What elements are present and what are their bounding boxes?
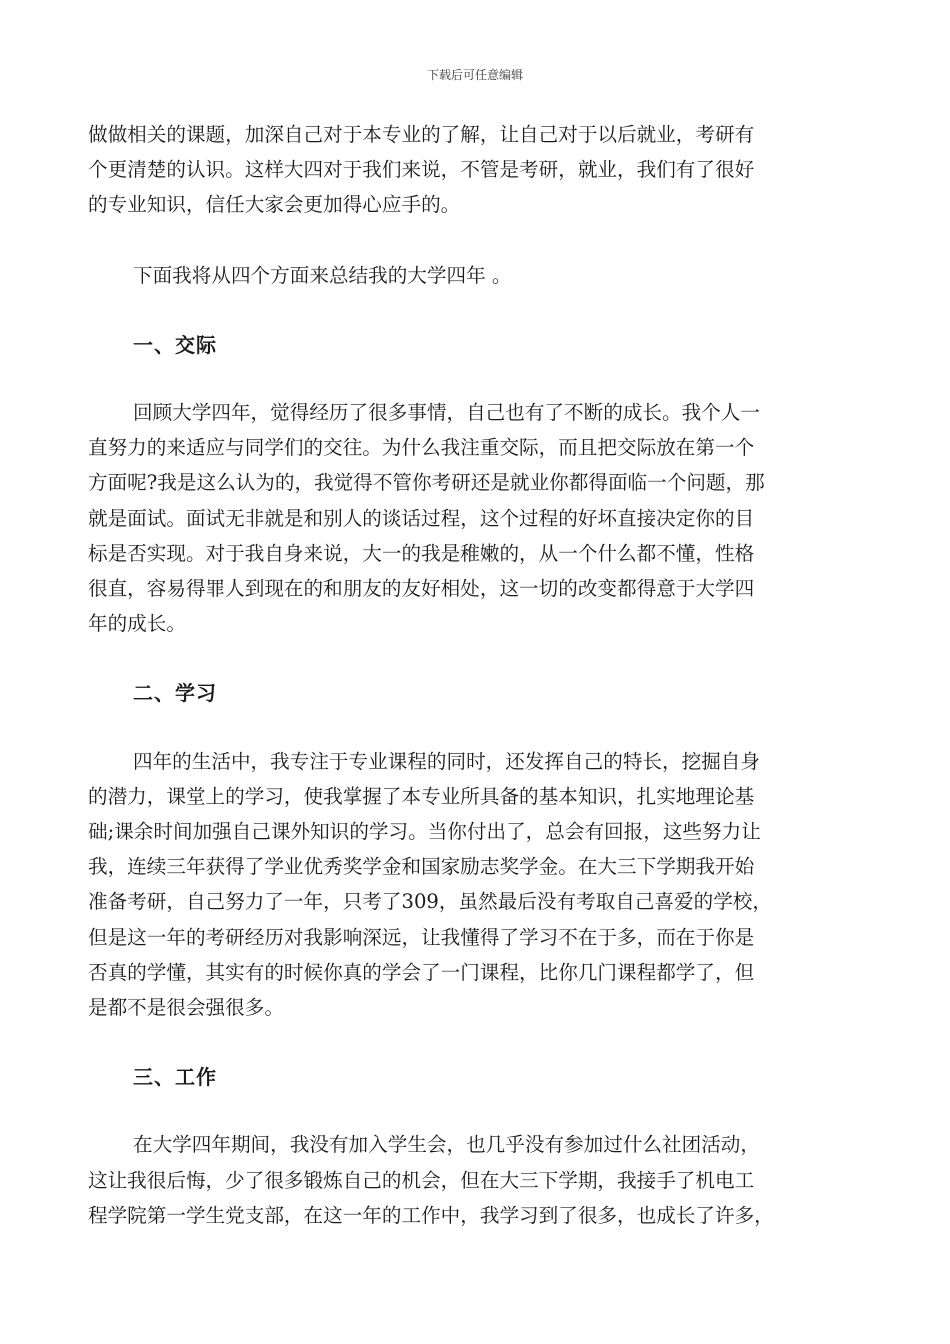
page-header: 下载后可任意编辑: [426, 68, 523, 82]
paragraph-line: 直努力的来适应与同学们的交往。为什么我注重交际，而且把交际放在第一个: [88, 436, 755, 460]
paragraph-line: 在大学四年期间，我没有加入学生会，也几乎没有参加过什么社团活动，: [133, 1133, 760, 1157]
section-heading-study: 二、学习: [133, 681, 217, 706]
intro-line: 的专业知识，信任大家会更加得心应手的。: [88, 193, 461, 217]
paragraph-line: 方面呢?我是这么认为的，我觉得不管你考研还是就业你都得面临一个问题，那: [88, 471, 765, 495]
paragraph-line: 回顾大学四年，觉得经历了很多事情，自己也有了不断的成长。我个人一: [133, 401, 760, 425]
paragraph-line: 年的成长。: [88, 612, 186, 636]
paragraph-line: 很直，容易得罪人到现在的和朋友的友好相处，这一切的改变都得意于大学四: [88, 577, 755, 601]
paragraph-line: 但是这一年的考研经历对我影响深远，让我懂得了学习不在于多，而在于你是: [88, 925, 755, 949]
intro-line: 做做相关的课题，加深自己对于本专业的了解，让自己对于以后就业，考研有: [88, 123, 755, 146]
paragraph-line: 就是面试。面试无非就是和别人的谈话过程，这个过程的好坏直接决定你的目: [88, 506, 755, 530]
section-heading-social: 一、交际: [133, 332, 217, 357]
paragraph-line: 否真的学懂，其实有的时候你真的学会了一门课程，比你几门课程都学了，但: [88, 960, 755, 984]
paragraph-line: 础;课余时间加强自己课外知识的学习。当你付出了，总会有回报，这些努力让: [88, 820, 761, 844]
paragraph-line: 是都不是很会强很多。: [88, 996, 284, 1020]
paragraph-line: 准备考研，自己努力了一年，只考了309，虽然最后没有考取自己喜爱的学校，: [88, 890, 772, 914]
summary-line: 下面我将从四个方面来总结我的大学四年 。: [133, 263, 512, 287]
document-body: [88, 117, 862, 1233]
paragraph-line: 程学院第一学生党支部，在这一年的工作中，我学习到了很多，也成长了许多，: [88, 1203, 774, 1227]
section-heading-work: 三、工作: [133, 1065, 217, 1090]
paragraph-line: 的潜力，课堂上的学习，使我掌握了本专业所具备的基本知识，扎实地理论基: [88, 784, 755, 808]
paragraph-line: 我，连续三年获得了学业优秀奖学金和国家励志奖学金。在大三下学期我开始: [88, 855, 755, 879]
intro-line: 个更清楚的认识。这样大四对于我们来说，不管是考研，就业，我们有了很好: [88, 158, 755, 182]
paragraph-line: 四年的生活中，我专注于专业课程的同时，还发挥自己的特长，挖掘自身: [133, 749, 760, 773]
paragraph-line: 这让我很后悔，少了很多锻炼自己的机会，但在大三下学期，我接手了机电工: [88, 1168, 755, 1192]
paragraph-line: 标是否实现。对于我自身来说，大一的我是稚嫩的，从一个什么都不懂，性格: [88, 541, 755, 565]
